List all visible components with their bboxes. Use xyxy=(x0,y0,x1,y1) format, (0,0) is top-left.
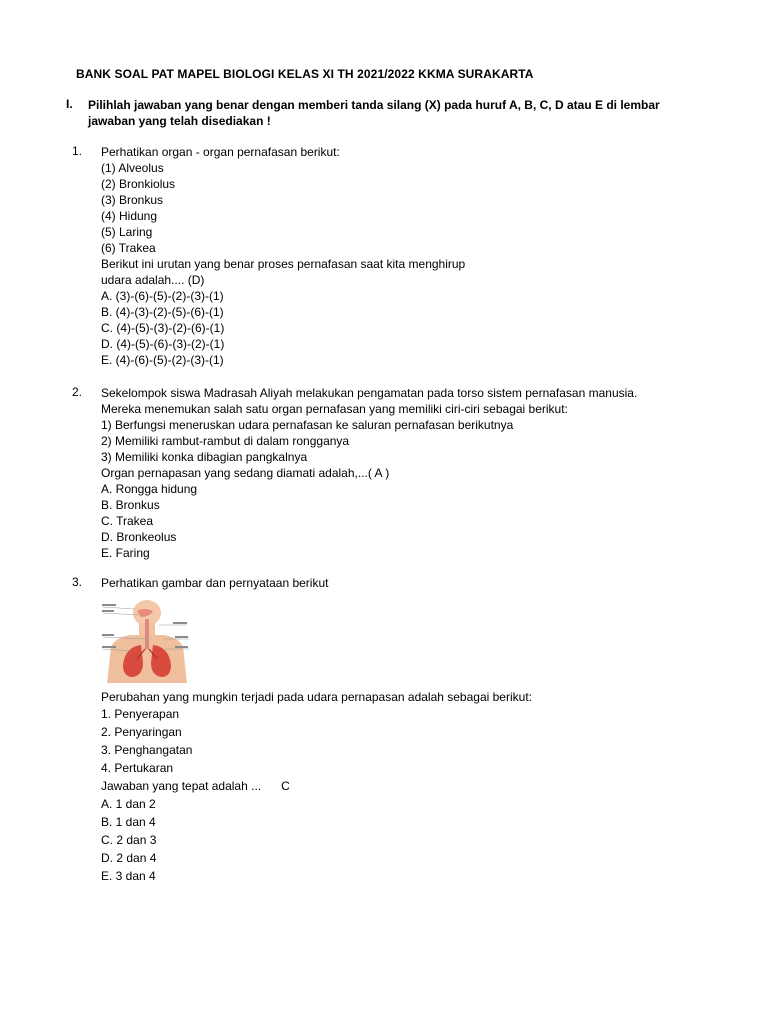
document-title: BANK SOAL PAT MAPEL BIOLOGI KELAS XI TH 2021/2022 KKMA SURAKARTA xyxy=(76,67,534,81)
list-item: (1) Alveolus xyxy=(101,161,164,175)
question-number: 1. xyxy=(72,144,83,158)
statement-item: 3. Penghangatan xyxy=(101,743,193,757)
answer-option: B. Bronkus xyxy=(101,498,160,512)
question-body xyxy=(101,385,741,561)
statement-item: 2. Penyaringan xyxy=(101,725,182,739)
list-item: 1) Berfungsi meneruskan udara pernafasan ke saluran pernafasan berikutnya xyxy=(101,418,514,432)
question-body xyxy=(101,575,741,885)
list-item: (4) Hidung xyxy=(101,209,158,223)
statement-item: 4. Pertukaran xyxy=(101,761,174,775)
question-text: Jawaban yang tepat adalah ... C xyxy=(101,779,290,793)
list-item: 2) Memiliki rambut-rambut di dalam rongganya xyxy=(101,434,350,448)
list-item: (6) Trakea xyxy=(101,241,156,255)
list-item: (2) Bronkiolus xyxy=(101,177,176,191)
question-text: Mereka menemukan salah satu organ pernafasan yang memiliki ciri-ciri sebagai berikut: xyxy=(101,402,568,416)
question-text: Perubahan yang mungkin terjadi pada udara pernapasan adalah sebagai berikut: xyxy=(101,690,532,704)
answer-option: A. (3)-(6)-(5)-(2)-(3)-(1) xyxy=(101,289,224,303)
question-number: 3. xyxy=(72,575,83,589)
answer-option: B. (4)-(3)-(2)-(5)-(6)-(1) xyxy=(101,305,224,319)
question-text: Sekelompok siswa Madrasah Aliyah melakukan pengamatan pada torso sistem pernafasan manusia. xyxy=(101,386,638,400)
question-text: Perhatikan organ - organ pernafasan berikut: xyxy=(101,145,340,159)
answer-option: A. Rongga hidung xyxy=(101,482,198,496)
respiratory-system-diagram xyxy=(101,599,191,683)
section-number: I. xyxy=(66,97,73,111)
question-text: Berikut ini urutan yang benar proses pernafasan saat kita menghirup xyxy=(101,257,466,271)
list-item: (5) Laring xyxy=(101,225,153,239)
answer-option: C. Trakea xyxy=(101,514,154,528)
answer-option: D. (4)-(5)-(6)-(3)-(2)-(1) xyxy=(101,337,225,351)
answer-option: C. 2 dan 3 xyxy=(101,833,157,847)
answer-option: B. 1 dan 4 xyxy=(101,815,156,829)
list-item: (3) Bronkus xyxy=(101,193,164,207)
question-text: Organ pernapasan yang sedang diamati adalah,...( A ) xyxy=(101,466,390,480)
statement-item: 1. Penyerapan xyxy=(101,707,180,721)
question-body xyxy=(101,144,741,368)
question-number: 2. xyxy=(72,385,83,399)
answer-option: A. 1 dan 2 xyxy=(101,797,156,811)
answer-option: D. Bronkeolus xyxy=(101,530,177,544)
question-text: Perhatikan gambar dan pernyataan berikut xyxy=(101,576,329,590)
answer-option: C. (4)-(5)-(3)-(2)-(6)-(1) xyxy=(101,321,225,335)
answer-option: E. 3 dan 4 xyxy=(101,869,156,883)
answer-option: D. 2 dan 4 xyxy=(101,851,157,865)
answer-option: E. Faring xyxy=(101,546,150,560)
section-instruction: Pilihlah jawaban yang benar dengan memberi tanda silang (X) pada huruf A, B, C, D atau E di lembar jawaban yang telah disediakan ! xyxy=(88,98,660,128)
list-item: 3) Memiliki konka dibagian pangkalnya xyxy=(101,450,308,464)
question-text: udara adalah.... (D) xyxy=(101,273,205,287)
answer-option: E. (4)-(6)-(5)-(2)-(3)-(1) xyxy=(101,353,224,367)
